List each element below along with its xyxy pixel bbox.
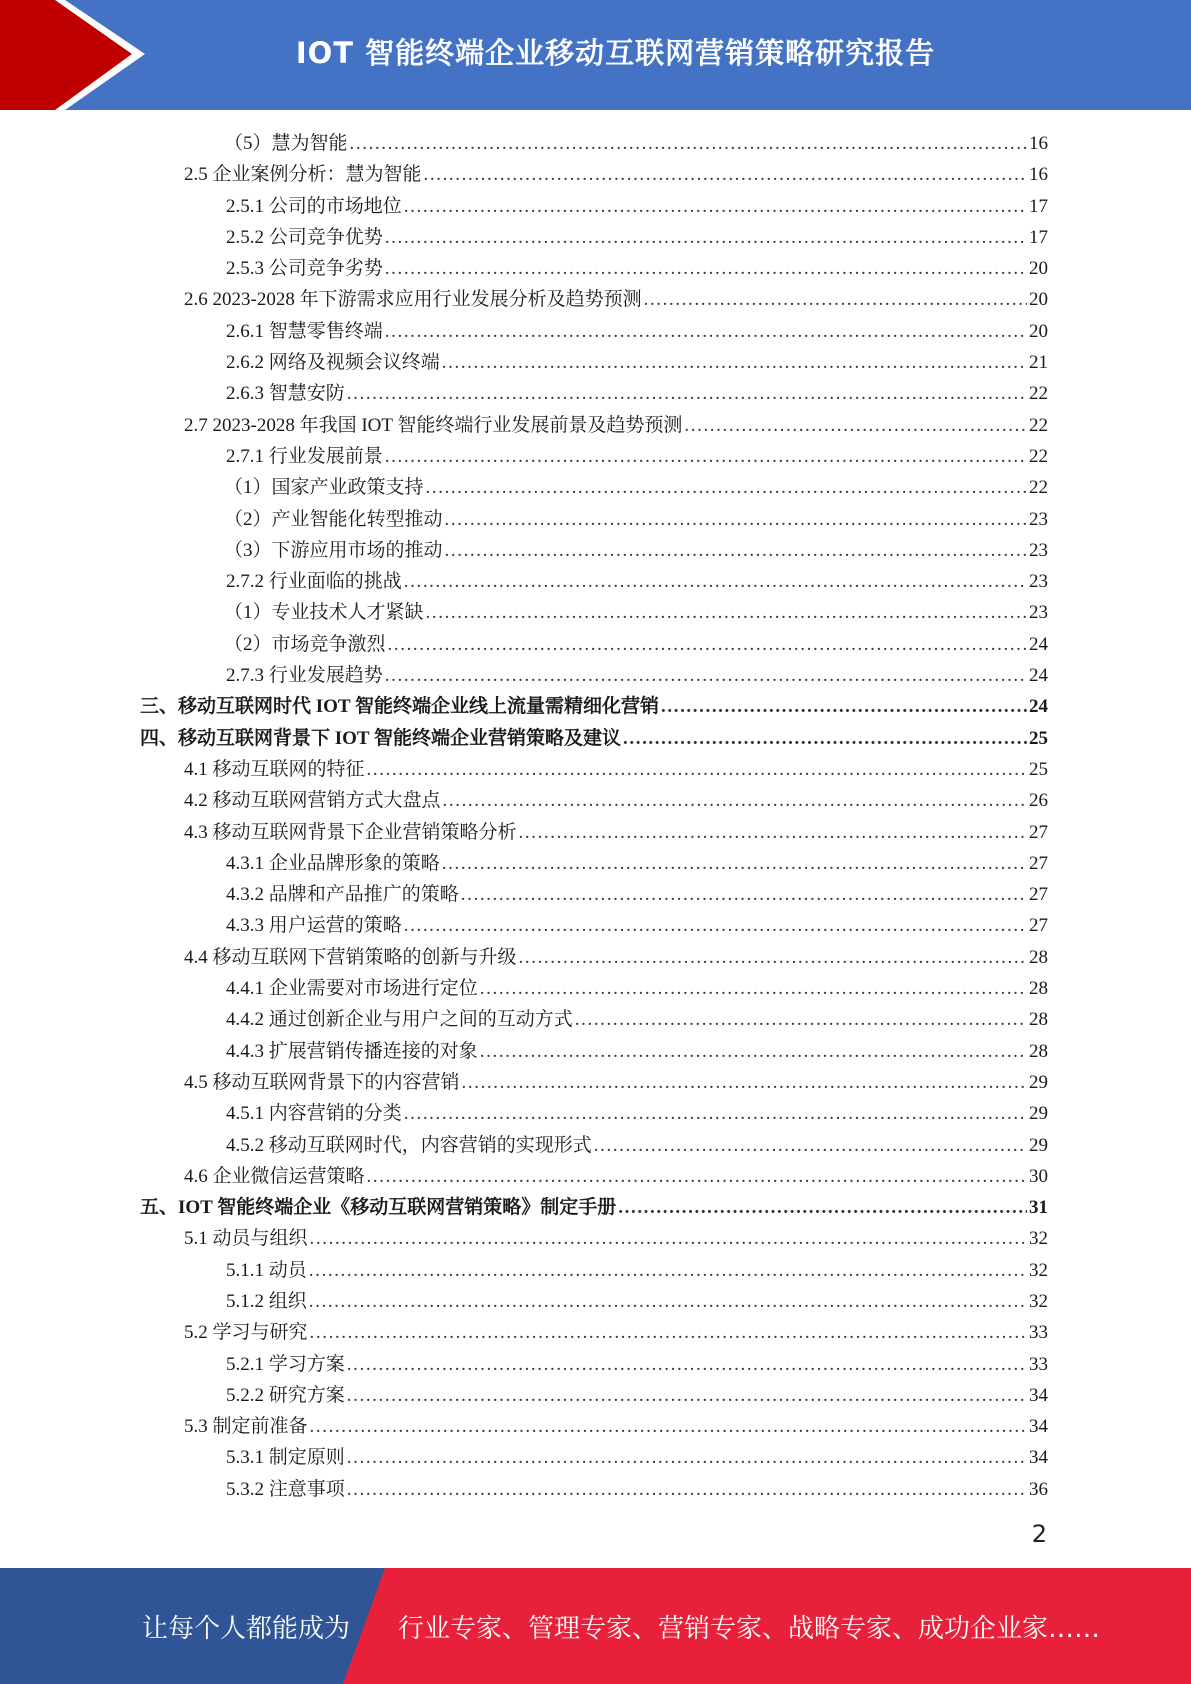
- toc-entry[interactable]: [140, 1286, 1048, 1317]
- toc-entry-title: 五、IOT 智能终端企业《移动互联网营销策略》制定手册: [140, 1197, 617, 1219]
- toc-leader-dots: [404, 191, 1027, 222]
- toc-entry[interactable]: [140, 785, 1048, 816]
- toc-entry-page: 23: [1029, 539, 1048, 561]
- toc-entry-title: 4.4.1 企业需要对市场进行定位: [226, 978, 478, 1000]
- toc-entry-page: 26: [1029, 790, 1048, 812]
- toc-entry-page: 29: [1029, 1071, 1048, 1093]
- toc-entry-page: 34: [1029, 1416, 1048, 1438]
- toc-entry[interactable]: [140, 535, 1048, 566]
- toc-entry[interactable]: [140, 347, 1048, 378]
- toc-leader-dots: [684, 410, 1027, 441]
- toc-entry-page: 29: [1029, 1134, 1048, 1156]
- toc-leader-dots: [426, 472, 1027, 503]
- toc-entry-page: 17: [1029, 195, 1048, 217]
- toc-entry[interactable]: [140, 754, 1048, 785]
- toc-entry-title: 三、移动互联网时代 IOT 智能终端企业线上流量需精细化营销: [140, 696, 660, 718]
- toc-entry-title: 5.1.2 组织: [226, 1290, 307, 1312]
- toc-entry[interactable]: [140, 128, 1048, 159]
- toc-leader-dots: [618, 1192, 1027, 1223]
- toc-leader-dots: [385, 441, 1027, 472]
- toc-leader-dots: [594, 1130, 1027, 1161]
- toc-entry[interactable]: [140, 253, 1048, 284]
- toc-leader-dots: [519, 817, 1027, 848]
- toc-leader-dots: [347, 1474, 1027, 1505]
- toc-entry-title: 4.2 移动互联网营销方式大盘点: [184, 790, 441, 812]
- toc-leader-dots: [445, 504, 1027, 535]
- toc-entry-page: 34: [1029, 1447, 1048, 1469]
- toc-entry-page: 28: [1029, 946, 1048, 968]
- toc-entry-title: 5.1 动员与组织: [184, 1228, 308, 1250]
- toc-entry[interactable]: [140, 597, 1048, 628]
- toc-entry-page: 29: [1029, 1103, 1048, 1125]
- toc-entry[interactable]: [140, 1098, 1048, 1129]
- toc-entry-page: 28: [1029, 1040, 1048, 1062]
- toc-entry-page: 24: [1029, 665, 1048, 687]
- toc-entry[interactable]: [140, 159, 1048, 190]
- toc-entry-page: 22: [1029, 477, 1048, 499]
- toc-entry[interactable]: [140, 1380, 1048, 1411]
- toc-entry-page: 36: [1029, 1478, 1048, 1500]
- toc-leader-dots: [644, 284, 1027, 315]
- toc-leader-dots: [442, 347, 1027, 378]
- toc-entry-title: 4.4.2 通过创新企业与用户之间的互动方式: [226, 1009, 573, 1031]
- toc-entry[interactable]: [140, 504, 1048, 535]
- toc-leader-dots: [347, 1442, 1027, 1473]
- toc-entry-title: （2）市场竞争激烈: [224, 633, 386, 655]
- toc-entry-page: 33: [1029, 1322, 1048, 1344]
- toc-entry-title: 2.6.3 智慧安防: [226, 383, 345, 405]
- toc-entry-title: 2.7.2 行业面临的挑战: [226, 571, 402, 593]
- toc-entry-title: 2.7 2023-2028 年我国 IOT 智能终端行业发展前景及趋势预测: [184, 414, 683, 436]
- toc-entry[interactable]: [140, 284, 1048, 315]
- toc-leader-dots: [404, 1098, 1027, 1129]
- toc-entry-page: 22: [1029, 445, 1048, 467]
- toc-leader-dots: [310, 1411, 1027, 1442]
- toc-entry-title: （3）下游应用市场的推动: [224, 539, 443, 561]
- toc-leader-dots: [575, 1004, 1027, 1035]
- toc-entry-title: 5.1.1 动员: [226, 1259, 307, 1281]
- toc-entry-page: 20: [1029, 258, 1048, 280]
- toc-leader-dots: [310, 1223, 1027, 1254]
- toc-entry-page: 24: [1029, 633, 1048, 655]
- report-title: IOT 智能终端企业移动互联网营销策略研究报告: [295, 35, 936, 70]
- toc-leader-dots: [424, 159, 1027, 190]
- toc-entry-title: 2.7.1 行业发展前景: [226, 445, 383, 467]
- toc-entry-title: 2.5.3 公司竞争劣势: [226, 258, 383, 280]
- toc-entry-title: 4.1 移动互联网的特征: [184, 758, 365, 780]
- toc-entry-page: 23: [1029, 508, 1048, 530]
- toc-entry-title: 5.2.1 学习方案: [226, 1353, 345, 1375]
- toc-entry-title: 4.5 移动互联网背景下的内容营销: [184, 1071, 460, 1093]
- toc-entry[interactable]: [140, 973, 1048, 1004]
- footer-slogan-left: 让每个人都能成为: [142, 1613, 351, 1644]
- toc-leader-dots: [309, 1255, 1027, 1286]
- toc-entry-page: 32: [1029, 1290, 1048, 1312]
- toc-entry-page: 25: [1029, 758, 1048, 780]
- toc-entry-page: 16: [1029, 133, 1048, 154]
- toc-entry-page: 20: [1029, 289, 1048, 311]
- toc-entry[interactable]: [140, 1474, 1048, 1505]
- toc-leader-dots: [347, 378, 1027, 409]
- toc-entry[interactable]: [140, 566, 1048, 597]
- toc-leader-dots: [623, 723, 1027, 754]
- toc-entry-title: 2.5.1 公司的市场地位: [226, 195, 402, 217]
- toc-entry-page: 33: [1029, 1353, 1048, 1375]
- toc-entry-title: 2.6.2 网络及视频会议终端: [226, 352, 440, 374]
- toc-entry-title: 2.5.2 公司竞争优势: [226, 226, 383, 248]
- toc-entry-page: 27: [1029, 852, 1048, 874]
- toc-entry[interactable]: [140, 1004, 1048, 1035]
- toc-entry-title: 4.4.3 扩展营销传播连接的对象: [226, 1040, 478, 1062]
- toc-leader-dots: [350, 128, 1027, 159]
- toc-entry-page: 32: [1029, 1259, 1048, 1281]
- toc-leader-dots: [309, 1286, 1027, 1317]
- toc-entry[interactable]: [140, 441, 1048, 472]
- toc-entry-title: 2.6 2023-2028 年下游需求应用行业发展分析及趋势预测: [184, 289, 642, 311]
- toc-entry-page: 22: [1029, 414, 1048, 436]
- toc-leader-dots: [404, 566, 1027, 597]
- toc-entry[interactable]: [140, 1411, 1048, 1442]
- toc-entry[interactable]: [140, 691, 1048, 722]
- toc-leader-dots: [426, 597, 1027, 628]
- toc-entry-page: 22: [1029, 383, 1048, 405]
- toc-entry-page: 23: [1029, 571, 1048, 593]
- toc-entry-title: 5.3.2 注意事项: [226, 1478, 345, 1500]
- toc-leader-dots: [385, 253, 1027, 284]
- toc-leader-dots: [310, 1317, 1027, 1348]
- toc-leader-dots: [443, 785, 1027, 816]
- toc-entry-title: （5）慧为智能: [224, 133, 348, 154]
- toc-entry[interactable]: [140, 1130, 1048, 1161]
- toc-entry[interactable]: [140, 848, 1048, 879]
- toc-leader-dots: [385, 660, 1027, 691]
- toc-entry-title: 4.3 移动互联网背景下企业营销策略分析: [184, 821, 517, 843]
- toc-entry-page: 34: [1029, 1384, 1048, 1406]
- toc-entry[interactable]: [140, 1036, 1048, 1067]
- toc-entry-page: 21: [1029, 352, 1048, 374]
- toc-entry[interactable]: [140, 1349, 1048, 1380]
- header-band: [0, 0, 1191, 110]
- toc-entry-page: 27: [1029, 821, 1048, 843]
- toc-entry-page: 17: [1029, 226, 1048, 248]
- toc-leader-dots: [519, 942, 1027, 973]
- toc-entry-title: 4.3.1 企业品牌形象的策略: [226, 852, 440, 874]
- toc-entry-page: 25: [1029, 727, 1048, 749]
- toc-entry-page: 20: [1029, 320, 1048, 342]
- toc-entry-title: 5.3 制定前准备: [184, 1416, 308, 1438]
- toc-entry-page: 28: [1029, 978, 1048, 1000]
- toc-entry-page: 32: [1029, 1228, 1048, 1250]
- toc-entry-title: 4.4 移动互联网下营销策略的创新与升级: [184, 946, 517, 968]
- toc-leader-dots: [661, 691, 1027, 722]
- toc-leader-dots: [480, 1036, 1027, 1067]
- table-of-contents: [140, 128, 1048, 1505]
- toc-leader-dots: [347, 1380, 1027, 1411]
- toc-leader-dots: [388, 629, 1027, 660]
- toc-entry[interactable]: [140, 316, 1048, 347]
- toc-entry-title: （2）产业智能化转型推动: [224, 508, 443, 530]
- toc-entry-page: 28: [1029, 1009, 1048, 1031]
- toc-entry-title: 4.5.1 内容营销的分类: [226, 1103, 402, 1125]
- toc-entry-title: 4.3.2 品牌和产品推广的策略: [226, 884, 459, 906]
- toc-entry[interactable]: [140, 222, 1048, 253]
- toc-entry[interactable]: [140, 1192, 1048, 1223]
- toc-entry-page: 27: [1029, 915, 1048, 937]
- toc-entry-title: 2.6.1 智慧零售终端: [226, 320, 383, 342]
- toc-entry-title: 5.3.1 制定原则: [226, 1447, 345, 1469]
- toc-entry[interactable]: [140, 410, 1048, 441]
- toc-entry[interactable]: [140, 191, 1048, 222]
- toc-leader-dots: [462, 1067, 1027, 1098]
- toc-entry-title: （1）国家产业政策支持: [224, 477, 424, 499]
- toc-leader-dots: [385, 316, 1027, 347]
- toc-entry[interactable]: [140, 817, 1048, 848]
- toc-leader-dots: [442, 848, 1027, 879]
- toc-entry-title: 5.2.2 研究方案: [226, 1384, 345, 1406]
- toc-entry-page: 31: [1029, 1197, 1048, 1219]
- toc-entry[interactable]: [140, 1223, 1048, 1254]
- toc-entry[interactable]: [140, 910, 1048, 941]
- toc-entry-title: （1）专业技术人才紧缺: [224, 602, 424, 624]
- toc-entry[interactable]: [140, 1255, 1048, 1286]
- toc-entry-page: 27: [1029, 884, 1048, 906]
- toc-entry-page: 23: [1029, 602, 1048, 624]
- toc-entry[interactable]: [140, 1442, 1048, 1473]
- toc-entry-title: 4.5.2 移动互联网时代，内容营销的实现形式: [226, 1134, 592, 1156]
- toc-entry[interactable]: [140, 942, 1048, 973]
- toc-entry[interactable]: [140, 660, 1048, 691]
- toc-leader-dots: [385, 222, 1027, 253]
- toc-entry[interactable]: [140, 1317, 1048, 1348]
- toc-leader-dots: [367, 754, 1027, 785]
- toc-entry[interactable]: [140, 629, 1048, 660]
- page-number: 2: [1031, 1520, 1047, 1548]
- toc-entry[interactable]: [140, 378, 1048, 409]
- toc-leader-dots: [480, 973, 1027, 1004]
- toc-entry-title: 4.3.3 用户运营的策略: [226, 915, 402, 937]
- toc-entry-title: 4.6 企业微信运营策略: [184, 1165, 365, 1187]
- toc-leader-dots: [445, 535, 1027, 566]
- toc-entry-title: 2.7.3 行业发展趋势: [226, 665, 383, 687]
- header-arrow-icon: [0, 0, 160, 110]
- toc-entry-title: 2.5 企业案例分析：慧为智能: [184, 164, 422, 186]
- toc-entry[interactable]: [140, 472, 1048, 503]
- toc-entry[interactable]: [140, 723, 1048, 754]
- toc-leader-dots: [367, 1161, 1027, 1192]
- toc-entry-page: 16: [1029, 164, 1048, 186]
- toc-entry[interactable]: [140, 879, 1048, 910]
- toc-leader-dots: [347, 1349, 1027, 1380]
- toc-entry[interactable]: [140, 1067, 1048, 1098]
- footer-slogan-right: 行业专家、管理专家、营销专家、战略专家、成功企业家……: [398, 1613, 1101, 1644]
- toc-entry-title: 5.2 学习与研究: [184, 1322, 308, 1344]
- footer-band: [0, 1568, 1191, 1684]
- toc-leader-dots: [461, 879, 1027, 910]
- toc-entry-page: 24: [1029, 696, 1048, 718]
- toc-entry[interactable]: [140, 1161, 1048, 1192]
- toc-entry-title: 四、移动互联网背景下 IOT 智能终端企业营销策略及建议: [140, 727, 622, 749]
- toc-leader-dots: [404, 910, 1027, 941]
- toc-entry-page: 30: [1029, 1165, 1048, 1187]
